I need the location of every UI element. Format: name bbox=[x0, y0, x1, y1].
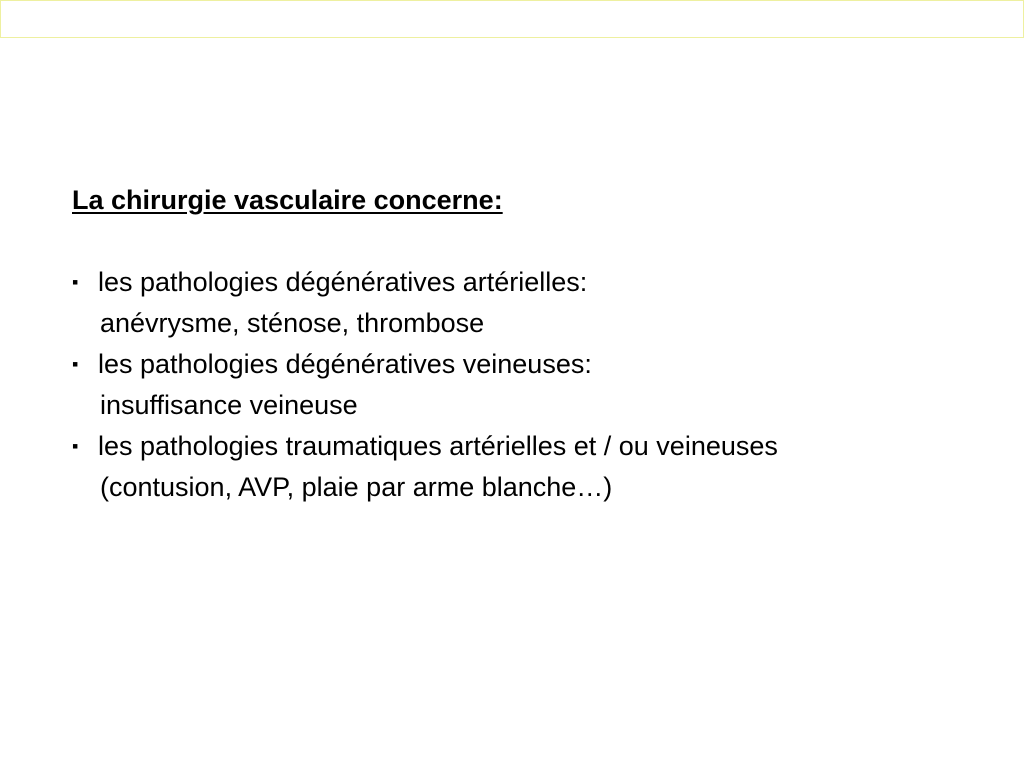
bullet-continuation: insuffisance veineuse bbox=[100, 390, 358, 420]
bullet-line bbox=[72, 344, 1012, 385]
bullet-item-venous bbox=[72, 344, 1012, 426]
bullet-text: les pathologies dégénératives artérielles: bbox=[98, 267, 588, 297]
bullet-item-arterial bbox=[72, 262, 1012, 344]
header-band bbox=[0, 0, 1024, 38]
blank-line bbox=[72, 221, 1012, 262]
bullet-line bbox=[72, 262, 1012, 303]
bullet-line bbox=[72, 426, 1012, 467]
square-bullet-icon: ▪ bbox=[72, 436, 79, 456]
bullet-continuation: (contusion, AVP, plaie par arme blanche…) bbox=[100, 472, 613, 502]
slide-content bbox=[72, 180, 1012, 508]
bullet-continuation: anévrysme, sténose, thrombose bbox=[100, 308, 485, 338]
slide-heading: La chirurgie vasculaire concerne: bbox=[72, 185, 503, 215]
square-bullet-icon: ▪ bbox=[72, 354, 79, 374]
bullet-text: les pathologies traumatiques artérielles et / ou veineuses bbox=[98, 431, 778, 461]
square-bullet-icon: ▪ bbox=[72, 272, 79, 292]
bullet-text: les pathologies dégénératives veineuses: bbox=[98, 349, 592, 379]
bullet-item-traumatic bbox=[72, 426, 1012, 508]
